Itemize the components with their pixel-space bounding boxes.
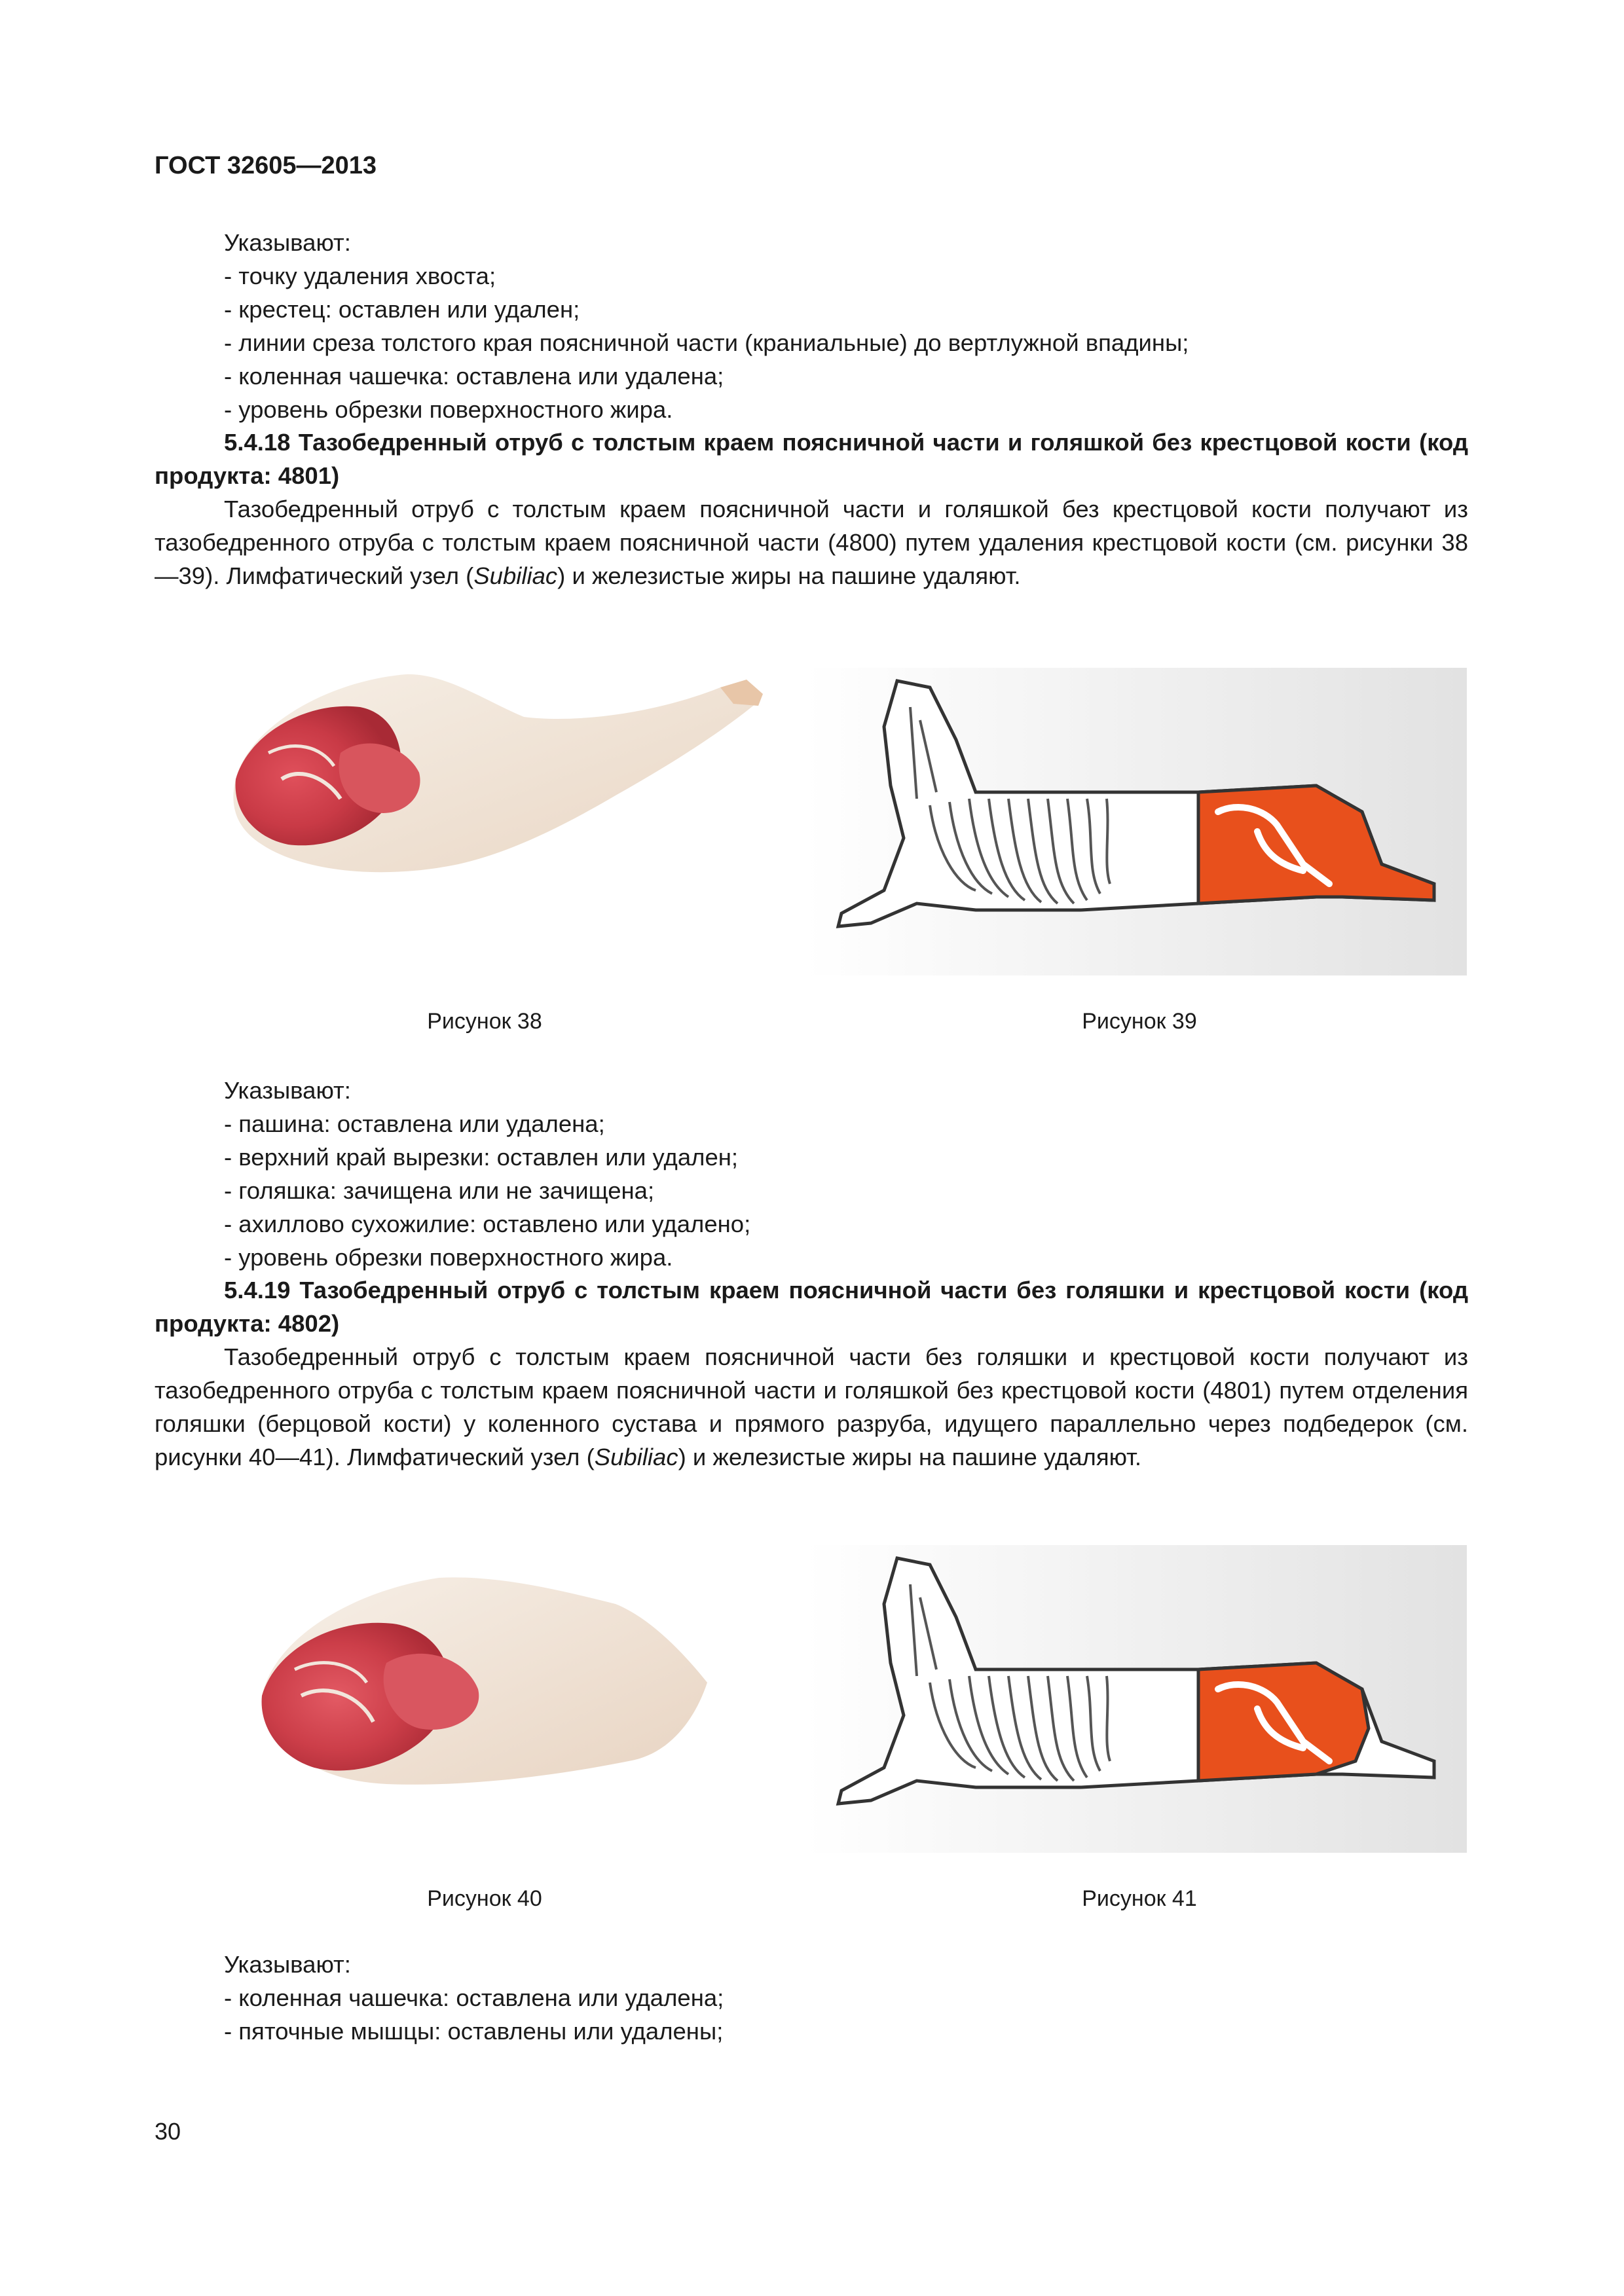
list-lead: Указывают:: [224, 1951, 351, 1978]
section-paragraph: [155, 1340, 1468, 1474]
section-title: 5.4.19 Тазобедренный отруб с толстым краем поясничной части без голяшки и крестцовой кости (код продукта: 4802): [155, 1277, 1468, 1337]
list-item: - пашина: оставлена или удалена;: [224, 1110, 605, 1137]
list-item: - точку удаления хвоста;: [224, 263, 496, 289]
section-b: [155, 1074, 1468, 1274]
paragraph-text: ) и железистые жиры на пашине удаляют.: [678, 1444, 1141, 1470]
latin-term: Subiliac: [594, 1444, 678, 1470]
section-a: [155, 226, 1468, 426]
section-4819: [155, 1273, 1468, 1474]
list-item: - уровень обрезки поверхностного жира.: [224, 396, 673, 423]
list-item: - ахиллово сухожилие: оставлено или удалено;: [224, 1211, 751, 1237]
paragraph-text: Тазобедренный отруб с толстым краем поясничной части без голяшки и крестцовой кости получают из тазобедренного отруба с толстым краем поясничной части и голяшкой без крестцовой кости (4801) путем отделения голяшки (берцовой кости) у коленного сустава и прямого разруба, идущего параллельно через подбедерок (см. рисунки 40—41). Лимфатический узел (: [155, 1343, 1468, 1470]
section-4818: [155, 426, 1468, 592]
list-item: - линии среза толстого края поясничной части (краниальные) до вертлужной впадины;: [224, 329, 1189, 356]
list-item: - пяточные мышцы: оставлены или удалены;: [224, 2018, 724, 2045]
list-item: - уровень обрезки поверхностного жира.: [224, 1244, 673, 1271]
section-paragraph: [155, 492, 1468, 592]
list-item: - голяшка: зачищена или не зачищена;: [224, 1177, 655, 1204]
figure-41-diagram: [805, 1545, 1467, 1853]
figure-40-caption: Рисунок 40: [427, 1886, 542, 1911]
section-c: [155, 1948, 1468, 2048]
document-header: ГОСТ 32605—2013: [155, 152, 377, 179]
list-item: - крестец: оставлен или удален;: [224, 296, 580, 323]
paragraph-text: Тазобедренный отруб с толстым краем поясничной части и голяшкой без крестцовой кости получают из тазобедренного отруба с толстым краем поясничной части (4800) путем удаления крестцовой кости (см. рисунки 38—39). Лимфатический узел (: [155, 496, 1468, 589]
latin-term: Subiliac: [473, 562, 558, 589]
list-lead: Указывают:: [224, 229, 351, 256]
figure-40-image: [223, 1565, 733, 1800]
figure-38-caption: Рисунок 38: [427, 1009, 542, 1034]
section-title: 5.4.18 Тазобедренный отруб с толстым краем поясничной части и голяшкой без крестцовой кости (код продукта: 4801): [155, 429, 1468, 489]
list-item: - коленная чашечка: оставлена или удалена;: [224, 1984, 724, 2011]
list-item: - верхний край вырезки: оставлен или удален;: [224, 1144, 739, 1171]
figure-39-caption: Рисунок 39: [1082, 1009, 1197, 1034]
figure-39-diagram: [805, 668, 1467, 975]
list-item: - коленная чашечка: оставлена или удалена;: [224, 363, 724, 390]
list-lead: Указывают:: [224, 1077, 351, 1104]
page-number: 30: [155, 2118, 181, 2145]
paragraph-text: ) и железистые жиры на пашине удаляют.: [557, 562, 1021, 589]
figure-38-image: [210, 655, 773, 897]
figure-41-caption: Рисунок 41: [1082, 1886, 1197, 1911]
